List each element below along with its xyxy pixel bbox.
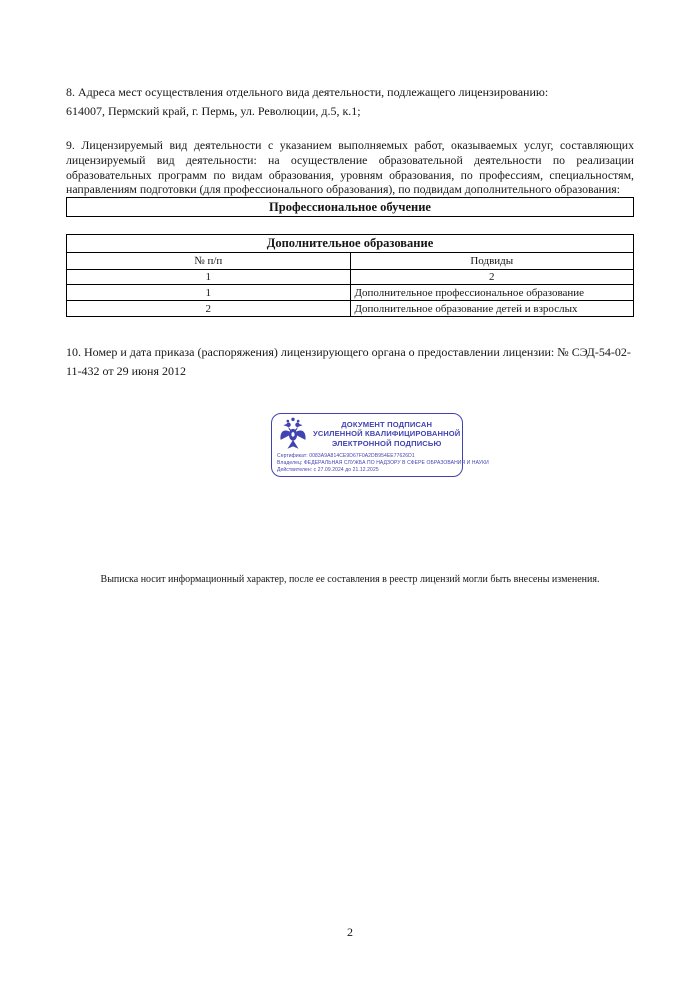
table-header-row — [67, 253, 634, 270]
digital-signature-stamp — [271, 413, 489, 477]
section-10-text: 10. Номер и дата приказа (распоряжения) лицензирующего органа о предоставлении лицензии: № СЭД-54-02-11-432 от 29 июня 2012 — [66, 345, 631, 379]
column-number-cell: 1 — [67, 270, 351, 285]
stamp-title-line-2: УСИЛЕННОЙ КВАЛИФИЦИРОВАННОЙ — [313, 429, 461, 439]
stamp-details-block — [277, 453, 489, 473]
column-number-cell: 2 — [350, 270, 634, 285]
stamp-top-row — [277, 417, 461, 451]
stamp-validity: Действителен: с 27.09.2024 до 21.12.2025 — [277, 466, 379, 473]
column-header-subtypes: Подвиды — [350, 253, 634, 270]
table-title-row — [67, 235, 634, 253]
section-8-heading: 8. Адреса мест осуществления отдельного вида деятельности, подлежащего лицензированию: — [66, 85, 549, 99]
row-number-cell: 2 — [67, 301, 351, 317]
column-header-number: № п/п — [67, 253, 351, 270]
subtype-cell: Дополнительное профессиональное образование — [350, 285, 634, 301]
table-row — [67, 285, 634, 301]
page-number: 2 — [347, 925, 353, 939]
table-row — [67, 301, 634, 317]
stamp-title-line-1: ДОКУМЕНТ ПОДПИСАН — [341, 419, 433, 429]
signature-stamp-container — [66, 413, 634, 477]
row-number-cell: 1 — [67, 285, 351, 301]
training-table-title: Профессиональное обучение — [67, 198, 634, 217]
subtype-cell: Дополнительное образование детей и взрослых — [350, 301, 634, 317]
section-8-address: 614007, Пермский край, г. Пермь, ул. Революции, д.5, к.1; — [66, 104, 361, 118]
column-number-row — [67, 270, 634, 285]
education-table-title: Дополнительное образование — [67, 235, 634, 253]
footnote: Выписка носит информационный характер, после ее составления в реестр лицензий могли быть внесены изменения. — [100, 574, 600, 586]
coat-of-arms-icon — [277, 417, 309, 451]
stamp-title-block — [313, 420, 460, 449]
table-row — [67, 198, 634, 217]
stamp-title-line-3: ЭЛЕКТРОННОЙ ПОДПИСЬЮ — [331, 439, 442, 449]
stamp-owner: Владелец: ФЕДЕРАЛЬНАЯ СЛУЖБА ПО НАДЗОРУ В СФЕРЕ ОБРАЗОВАНИЯ И НАУКИ — [277, 459, 489, 466]
professional-training-table — [66, 197, 634, 217]
stamp-certificate: Сертификат: 0083A9A814CE9D67F0A2DB954EE77626D1 — [277, 453, 415, 460]
section-9-text: 9. Лицензируемый вид деятельности с указанием выполняемых работ, оказываемых услуг, составляющих лицензируемый вид деятельности: на осуществление образовательной деятельности по реализации образовательных программ по видам образования, уровням образования, по профессиям, специальностям, направлениям подготовки (для профессионального образования), по подвидам дополнительного образования: — [66, 138, 634, 197]
additional-education-table — [66, 234, 634, 317]
